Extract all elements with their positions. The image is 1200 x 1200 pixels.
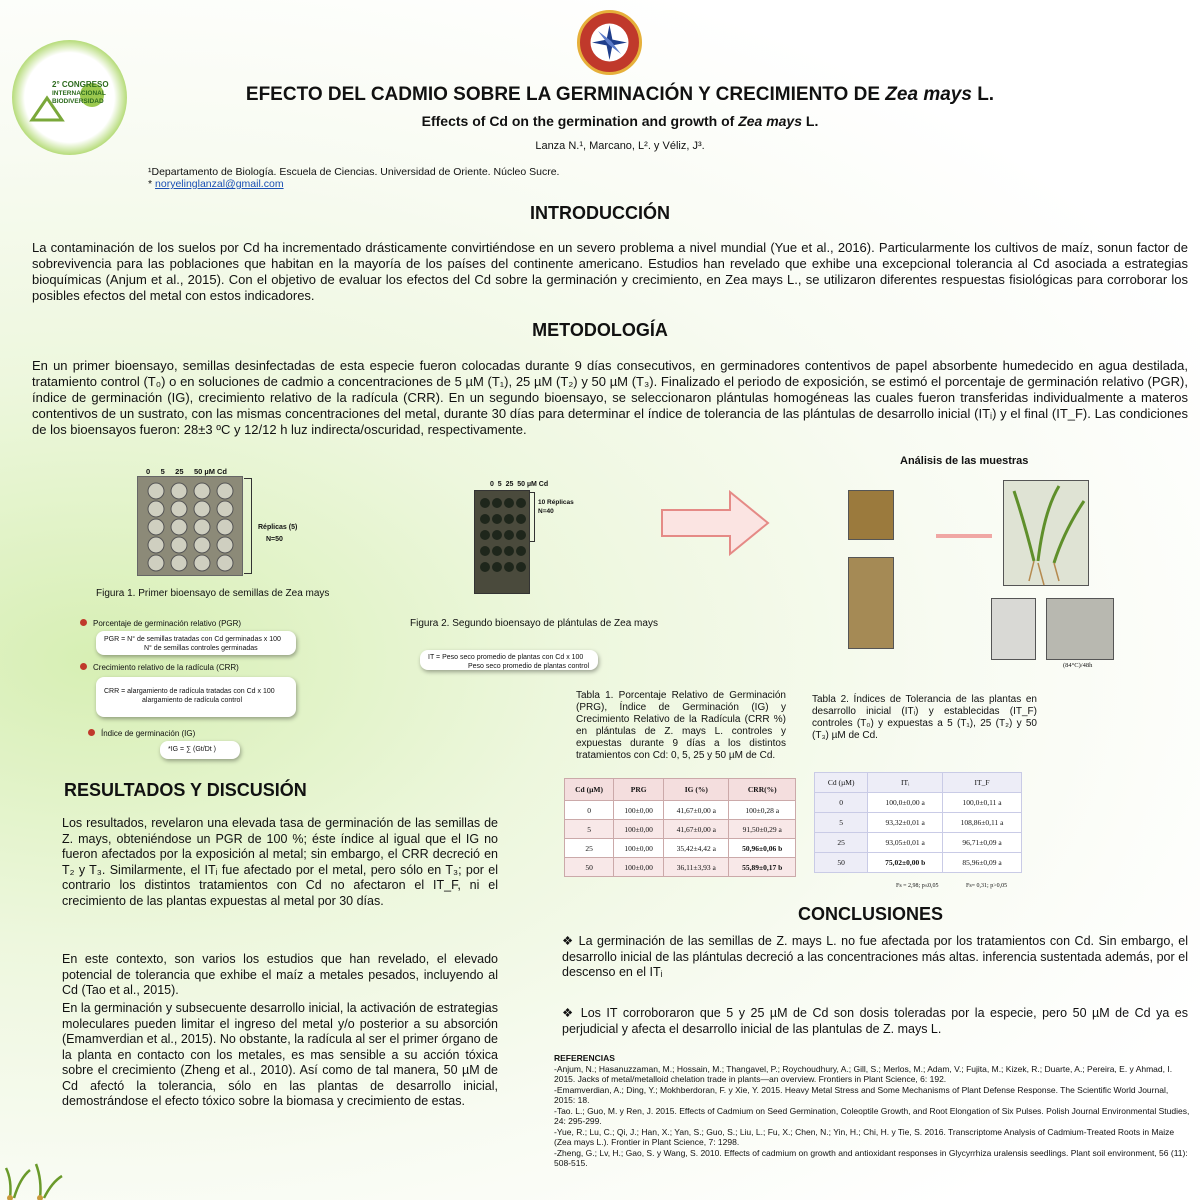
table2-stats-2: Fs= 0,31; p>0,05 [966, 883, 1008, 889]
table-row: 0 100,0±0,00 a 100,0±0,11 a [815, 793, 1022, 813]
fig1-caption: Figura 1. Primer bioensayo de semillas de Zea mays [96, 588, 330, 599]
conclusion-2: ❖ Los IT corroboraron que 5 y 25 µM de Cd son dosis toleradas por la especie, pero 50 µM de Cd ya es perjudicial y afecta el desarrollo inicial de las plantulas de Z. mays L. [562, 1006, 1188, 1036]
poster-subtitle: Effects of Cd on the germination and growth of Zea mays L. [421, 113, 819, 129]
pgr-label: Porcentaje de germinación relativo (PGR) [80, 618, 241, 630]
oven-label: (84°C)/48h [1063, 662, 1093, 669]
fig1-conc-labels: 0 5 25 50 µM Cd [146, 467, 228, 476]
seedling-pots-icon [475, 491, 531, 595]
reference-item: -Zheng, G.; Lv, H.; Gao, S. y Wang, S. 2010. Effects of cadmium on growth and antioxidant responses in Glycyrrhiza uralensis seedlings. Plant soil environment, 56 (11): 508-515. [554, 1147, 1188, 1168]
resultados-p2: En este contexto, son varios los estudios que han revelado, el elevado potencial de tolerancia que exhibe el maíz a metales pesados, incluyendo al Cd (Tao et al., 2015). [62, 952, 498, 997]
jar-photo [848, 557, 894, 649]
table1: Cd (µM) PRG IG (%) CRR(%) 0 100±0,00 41,67±0,00 a 100±0,28 a 5 100±0,00 41,67±0,00 a 91,50±0,29 a 25 100±0,00 35,42±4,42 a 50,96±0,06 b 50 100±0,00 36,11±3,93 a 55,89±0,17 b [564, 778, 796, 877]
table-row: 50 100±0,00 36,11±3,93 a 55,89±0,17 b [565, 858, 796, 877]
fig1-bracket [244, 478, 252, 574]
congress-logo-line1: 2° CONGRESO [52, 80, 109, 89]
conclusiones-heading: CONCLUSIONES [798, 904, 944, 924]
fig2-photo [474, 490, 530, 594]
table-row: 50 75,02±0,00 b 85,96±0,09 a [815, 853, 1022, 873]
crr-formula: CRR = alargamiento de radícula tratadas con Cd x 100 alargamiento de radícula control [96, 677, 296, 717]
check-icon: ❖ [562, 934, 579, 948]
maize-plant-icon [1004, 481, 1090, 587]
reference-item: -Emamverdian, A.; Ding, Y.; Mokhberdoran, F. y Xie, Y. 2015. Heavy Metal Stress and Some Mechanisms of Plant Defense Response. The Scientific World Journal, 2015: 18. [554, 1084, 1169, 1105]
bullet-icon [88, 729, 95, 736]
connector-line [936, 534, 992, 538]
pgr-formula: PGR = N° de semillas tratadas con Cd germinadas x 100 N° de semillas controles germinadas [96, 631, 296, 655]
congress-logo-line2: INTERNACIONAL [52, 90, 106, 97]
table2: Cd (µM) ITᵢ IT_F 0 100,0±0,00 a 100,0±0,11 a 5 93,32±0,01 a 108,86±0,11 a 25 93,05±0,01 a 96,71±0,09 a 50 75,02±0,00 b 85,96±0,09 a [814, 772, 1022, 873]
plant-photo [1003, 480, 1089, 586]
email-link[interactable]: noryelinglanzal@gmail.com [155, 178, 284, 190]
table2-caption: Tabla 2. Índices de Tolerancia de las plantas en desarrollo inicial (ITᵢ) y establecidas (IT_F) controles (T₀) y expuestas a 5 (T₁), 25 (T₂) y 50 (T₃) µM de Cd. [812, 694, 1037, 741]
congress-logo-line3: BIODIVERSIDAD [52, 98, 104, 105]
intro-heading: INTRODUCCIÓN [530, 203, 670, 223]
ig-label: Índice de germinación (IG) [88, 728, 195, 740]
referencias [554, 1053, 1190, 1169]
affiliation: ¹Departamento de Biología. Escuela de Ciencias. Universidad de Oriente. Núcleo Sucre. * noryelinglanzal@gmail.com [148, 166, 560, 190]
resultados-heading: RESULTADOS Y DISCUSIÓN [64, 780, 307, 800]
seedlings-decoration-icon [0, 1150, 70, 1200]
fig1-photo [137, 476, 243, 576]
fig2-n: N=40 [538, 508, 554, 515]
referencias-heading: REFERENCIAS [554, 1053, 615, 1063]
crr-label: Crecimiento relativo de la radícula (CRR) [80, 662, 239, 674]
table-row: 5 93,32±0,01 a 108,86±0,11 a [815, 813, 1022, 833]
metodo-text: En un primer bioensayo, semillas desinfectadas de esta especie fueron colocadas durante 9 días consecutivos, en germinadores contentivos de papel absorbente humedecido en agua destilada, tratamiento control (T₀) o en soluciones de cadmio a concentraciones de 5 µM (T₁), 25 µM (T₂) y 50 µM (T₃). Finalizado el periodo de exposición, se estimó el porcentaje de germinación relativo (PGR), índice de germinación (IG), crecimiento relativo de la radícula (CRR). En un segundo bioensayo, se seleccionaron plántulas homogéneas las cuales fueron transferidas individualmente a materos contentivos de un sustrato, con las mismas concentraciones del metal, durante 30 días para determinar el índice de tolerancia de las plántulas de desarrollo inicial (ITᵢ) y el final (IT_F). Las condiciones de los bioensayos fueron: 28±3 ºC y 12/12 h luz indirecta/oscuridad, respectivamente. [32, 358, 1188, 437]
balance-photo [991, 598, 1036, 660]
bullet-icon [80, 619, 87, 626]
petri-dishes-icon [138, 477, 244, 577]
table-row: 0 100±0,00 41,67±0,00 a 100±0,28 a [565, 801, 796, 820]
fig2-replicas: 10 Réplicas [538, 499, 574, 506]
table-row: 5 100±0,00 41,67±0,00 a 91,50±0,29 a [565, 820, 796, 839]
ig-formula: *IG = ∑ (Gt/Dt ) [160, 741, 240, 759]
congress-logo [12, 40, 127, 155]
right-arrow-icon [660, 490, 772, 556]
fig1-replicas: Réplicas (5) [258, 524, 298, 531]
bullet-icon [80, 663, 87, 670]
university-seal [577, 10, 642, 75]
seed-photo [848, 490, 894, 540]
it-formula: IT = Peso seco promedio de plantas con Cd x 100 Peso seco promedio de plantas control [420, 650, 598, 670]
reference-item: -Tao. L.; Guo, M. y Ren, J. 2015. Effects of Cadmium on Seed Germination, Coleoptile Growth, and Root Elongation of Six Pulses. Polish Journal Environmental Studies, 24: 295-299. [554, 1105, 1190, 1126]
resultados-p3: En la germinación y subsecuente desarrollo inicial, la activación de estrategias moleculares pueden limitar el ingreso del metal y/o posterior a su absorción (Emamverdian et al., 2015). No obstante, la radícula al ser el primer órgano de la planta en contacto con los metales, es mas sensible a su acción tóxica sobre el crecimiento (Zheng et al., 2010). Así como de tal manera, 50 µM de Cd afectó la tolerancia, sólo en las plantas de desarrollo inicial, demostrándose el efecto tóxico sobre la biomasa y crecimiento de estas. [62, 1001, 498, 1108]
table2-stats-1: Fs = 2,98; p≤0,05 [896, 883, 939, 889]
authors: Lanza N.¹, Marcano, L². y Véliz, J³. [535, 140, 705, 152]
analisis-heading: Análisis de las muestras [900, 455, 1029, 467]
fig2-conc-labels: 0 5 25 50 µM Cd [490, 481, 549, 488]
compass-rose-icon [580, 13, 639, 72]
fig2-bracket [530, 492, 535, 542]
table-row: 25 93,05±0,01 a 96,71±0,09 a [815, 833, 1022, 853]
poster-title: EFECTO DEL CADMIO SOBRE LA GERMINACIÓN Y CRECIMIENTO DE Zea mays L. [245, 84, 995, 105]
resultados-p1: Los resultados, revelaron una elevada tasa de germinación de las semillas de Z. mays, obteniéndose un PGR de 100 %; éste índice al igual que el IG no fueron afectados por la exposición al metal; sin embargo, el CRR decreció en T₂ y T₃. Similarmente, el ITᵢ fue afectado por el metal, pero sólo en T₃; por el contrario los distintos tratamientos con Cd no afectaron el IT_F, ni el crecimiento de las plantas expuestas al metal por 30 días. [62, 816, 498, 908]
reference-item: -Yue, R.; Lu, C.; Qi, J.; Han, X.; Yan, S.; Guo, S.; Liu, L.; Fu, X.; Chen, N.; Yin, H.; Chi, H. y Tie, S. 2016. Transcriptome Analysis of Cadmium-Treated Roots in Maize (Zea mays L.). Frontier in Plant Science, 7: 1298. [554, 1126, 1175, 1147]
metodo-heading: METODOLOGÍA [532, 320, 668, 340]
reference-item: -Anjum, N.; Hasanuzzaman, M.; Hossain, M.; Thangavel, P.; Roychoudhury, A.; Gill, S.; Merlos, M.; Adam, V.; Fujita, M.; Kizek, R.; Duarte, A.; Pereira, E. y Ahmad, I. 2015. Jacks of metal/metalloid chelation trade in plants—an overview. Frontiers in Plant Science, 6: 192. [554, 1063, 1173, 1084]
table-row: 25 100±0,00 35,42±4,42 a 50,96±0,06 b [565, 839, 796, 858]
fig2-caption: Figura 2. Segundo bioensayo de plántulas de Zea mays [410, 618, 658, 629]
intro-text: La contaminación de los suelos por Cd ha incrementado drásticamente convirtiéndose en un severo problema a nivel mundial (Yue et al., 2016). Particularmente los cultivos de maíz, sonun factor de sobrevivencia para las poblaciones que habitan en la mayoría de los países del continente americano. Estudios han revelado que exhibe una excepcional tolerancia al Cd asociada a estrategias bioquímicas (Anjum et al., 2015). Con el objetivo de evaluar los efectos del Cd sobre la germinación y crecimiento, en Zea mays L., se utilizaron diferentes respuestas fisiológicas para corroborar los posibles efectos del metal con estos indicadores. [32, 240, 1188, 303]
conclusion-1: ❖ La germinación de las semillas de Z. mays L. no fue afectada por los tratamientos con Cd. Sin embargo, el desarrollo inicial de las plántulas decreció a las concentraciones más altas. inferencia sustentada además, por el descenso en el ITᵢ [562, 934, 1188, 979]
check-icon: ❖ [562, 1006, 581, 1020]
oven-photo [1046, 598, 1114, 660]
fig1-n: N=50 [266, 536, 283, 543]
table1-caption: Tabla 1. Porcentaje Relativo de Germinación (PRG), Índice de Germinación (IG) y Crecimiento Relativo de la Radícula (CRR %) en plántulas de Z. mays L. controles y expuestas durante 9 días a los distintos tratamientos con Cd: 0, 5, 25 y 50 µM de Cd. [576, 690, 786, 761]
